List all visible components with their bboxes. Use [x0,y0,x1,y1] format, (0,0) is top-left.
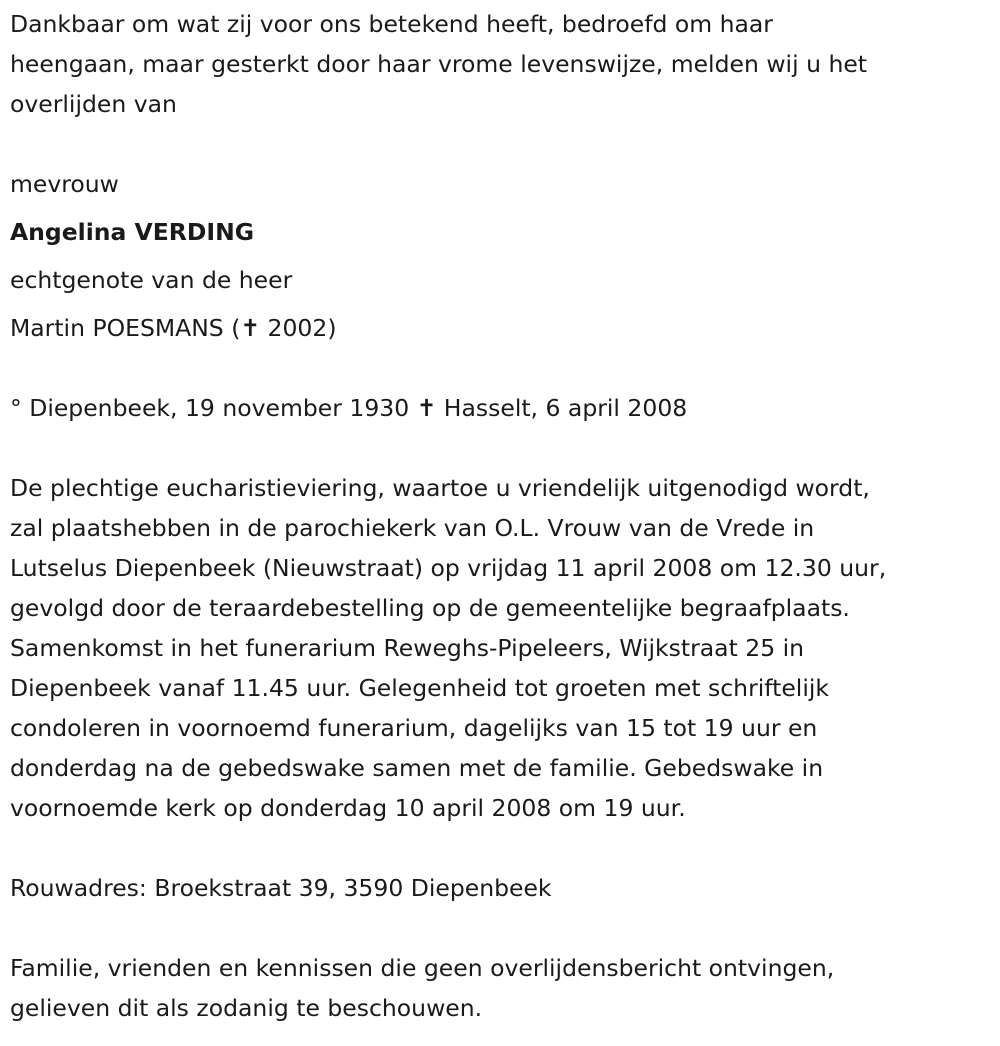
intro-line: Dankbaar om wat zij voor ons betekend heeft, bedroefd om haar [10,10,773,38]
ceremony-line: condoleren in voornoemd funerarium, dagelijks van 15 tot 19 uur en [10,714,818,742]
ceremony-line: voornoemde kerk op donderdag 10 april 2008 om 19 uur. [10,794,686,822]
deceased-title: mevrouw [10,170,119,198]
deceased-name: Angelina VERDING [10,218,255,246]
closing-line: Familie, vrienden en kennissen die geen overlijdensbericht ontvingen, [10,954,835,982]
ceremony-line: zal plaatshebben in de parochiekerk van O.L. Vrouw van de Vrede in [10,514,815,542]
obituary-text [10,4,995,1028]
mourning-address: Rouwadres: Broekstraat 39, 3590 Diepenbeek [10,874,552,902]
life-dates: ° Diepenbeek, 19 november 1930 ✝ Hasselt, 6 april 2008 [10,394,688,422]
deceased-spouse: Martin POESMANS (✝ 2002) [10,314,337,342]
ceremony-paragraph [10,468,995,828]
ceremony-line: donderdag na de gebedswake samen met de familie. Gebedswake in [10,754,824,782]
ceremony-line: Lutselus Diepenbeek (Nieuwstraat) op vrijdag 11 april 2008 om 12.30 uur, [10,554,887,582]
intro-line: heengaan, maar gesterkt door haar vrome levenswijze, melden wij u het [10,50,868,78]
address-block [10,868,995,908]
deceased-block [10,164,995,348]
ceremony-line: Samenkomst in het funerarium Reweghs-Pipeleers, Wijkstraat 25 in [10,634,805,662]
intro-line: overlijden van [10,90,177,118]
closing-line: gelieven dit als zodanig te beschouwen. [10,994,483,1022]
closing-paragraph [10,948,995,1028]
ceremony-line: De plechtige eucharistieviering, waartoe u vriendelijk uitgenodigd wordt, [10,474,870,502]
intro-paragraph [10,4,995,124]
life-dates-block [10,388,995,428]
deceased-relation: echtgenote van de heer [10,266,293,294]
ceremony-line: gevolgd door de teraardebestelling op de gemeentelijke begraafplaats. [10,594,850,622]
ceremony-line: Diepenbeek vanaf 11.45 uur. Gelegenheid tot groeten met schriftelijk [10,674,830,702]
